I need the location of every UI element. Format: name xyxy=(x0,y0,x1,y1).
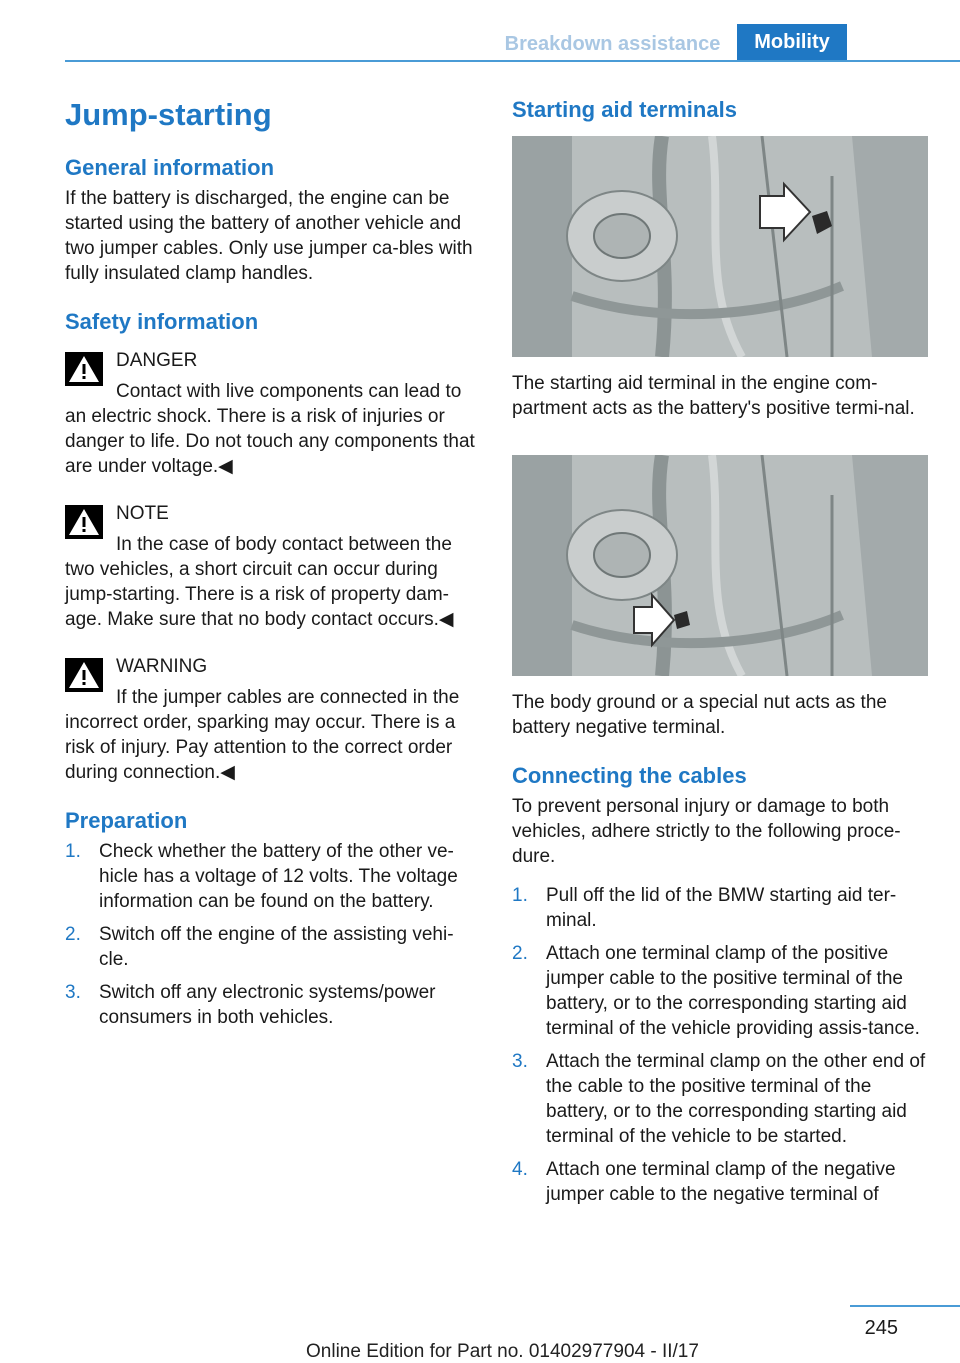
warning-warning xyxy=(65,654,483,785)
list-item xyxy=(512,941,928,1041)
list-number: 1. xyxy=(512,885,528,906)
terminals-heading: Starting aid terminals xyxy=(512,97,737,122)
connecting-heading: Connecting the cables xyxy=(512,763,747,788)
list-item xyxy=(65,839,483,914)
list-number: 2. xyxy=(512,943,528,964)
page-header xyxy=(0,0,960,62)
warning-triangle-icon xyxy=(65,658,103,692)
warning-text: If the jumper cables are connected in the incorrect order, sparking may occur. There is a risk of injury. Pay attention to the correct order during connection.◀ xyxy=(65,687,460,783)
engine-bay-negative-terminal-image xyxy=(512,455,928,676)
negative-terminal-caption: The body ground or a special nut acts as the battery negative terminal. xyxy=(512,692,887,738)
warning-text: In the case of body contact between the two vehicles, a short circuit can occur during jump-starting. There is a risk of property dam-age. Make sure that no body contact occurs.◀ xyxy=(65,534,454,630)
list-number: 3. xyxy=(65,982,81,1003)
preparation-heading: Preparation xyxy=(65,808,188,833)
warning-title: NOTE xyxy=(116,503,169,524)
list-text: Pull off the lid of the BMW starting aid ter-minal. xyxy=(546,885,897,931)
chapter-tab: Mobility xyxy=(737,24,847,60)
engine-bay-positive-terminal-image xyxy=(512,136,928,357)
list-number: 3. xyxy=(512,1051,528,1072)
connecting-intro: To prevent personal injury or damage to both vehicles, adhere strictly to the following proce-dure. xyxy=(512,796,901,867)
list-text: Switch off any electronic systems/power consumers in both vehicles. xyxy=(99,982,436,1028)
warning-danger xyxy=(65,348,483,479)
warning-triangle-icon xyxy=(65,505,103,539)
list-text: Attach one terminal clamp of the positive jumper cable to the positive terminal of the battery, or to the corresponding starting aid terminal of the vehicle providing assis-tance. xyxy=(546,943,920,1039)
warning-title: DANGER xyxy=(116,350,198,371)
list-text: Attach the terminal clamp on the other end of the cable to the positive terminal of the battery, or to the corresponding starting aid terminal of the vehicle to be started. xyxy=(546,1051,926,1147)
right-column xyxy=(512,96,928,1215)
list-item xyxy=(512,1157,928,1207)
list-text: Switch off the engine of the assisting vehi-cle. xyxy=(99,924,454,970)
warning-title: WARNING xyxy=(116,656,208,677)
footer-rule xyxy=(850,1305,960,1307)
positive-terminal-caption: The starting aid terminal in the engine com-partment acts as the battery's positive termi-nal. xyxy=(512,373,915,419)
warning-note xyxy=(65,501,483,632)
list-number: 4. xyxy=(512,1159,528,1180)
left-column xyxy=(65,96,483,1038)
list-text: Attach one terminal clamp of the negative jumper cable to the negative terminal of xyxy=(546,1159,896,1205)
list-item xyxy=(65,980,483,1030)
warning-text: Contact with live components can lead to an electric shock. There is a risk of injuries or danger to life. Do not touch any components that are under voltage.◀ xyxy=(65,381,475,477)
warning-triangle-icon xyxy=(65,352,103,386)
page-title: Jump-starting xyxy=(65,97,272,132)
general-info-text: If the battery is discharged, the engine can be started using the battery of another vehicle and two jumper cables. Only use jumper ca-bles with fully insulated clamp handles. xyxy=(65,188,473,284)
safety-info-heading: Safety information xyxy=(65,309,259,334)
header-rule xyxy=(65,60,960,62)
list-number: 2. xyxy=(65,924,81,945)
list-item xyxy=(512,1049,928,1149)
edition-note: Online Edition for Part no. 01402977904 - II/17 xyxy=(306,1341,699,1362)
list-number: 1. xyxy=(65,841,81,862)
list-item xyxy=(512,883,928,933)
section-tab: Breakdown assistance xyxy=(504,33,721,55)
general-info-heading: General information xyxy=(65,155,275,180)
connecting-list xyxy=(512,883,928,1207)
page-number: 245 xyxy=(864,1317,898,1339)
preparation-list xyxy=(65,839,483,1030)
list-item xyxy=(65,922,483,972)
list-text: Check whether the battery of the other ve-hicle has a voltage of 12 volts. The voltage information can be found on the battery. xyxy=(99,841,458,912)
